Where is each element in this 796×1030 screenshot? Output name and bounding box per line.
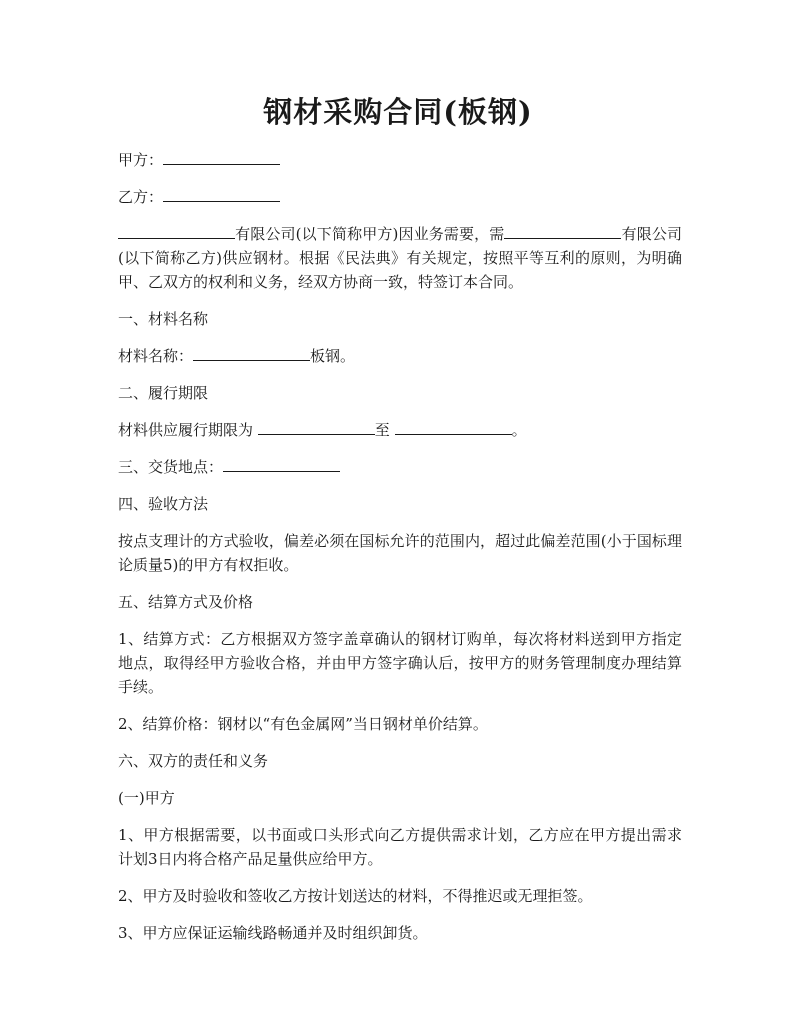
- section-2-heading: 二、履行期限: [118, 384, 209, 402]
- material-suffix: 板钢。: [310, 347, 356, 365]
- duty-2-paragraph: 2、甲方及时验收和签收乙方按计划送达的材料，不得推迟或无理拒签。: [118, 887, 593, 905]
- intro-text-2: 有限公司(以下简称乙方)供应钢材。根据《民法典》有关规定，按照平等互利的原则，为明确甲、乙双方的权利和义务，经双方协商一致，特签订本合同。: [118, 225, 682, 291]
- settlement-method-paragraph: 1、结算方式：乙方根据双方签字盖章确认的钢材订购单，每次将材料送到甲方指定地点，取得经甲方验收合格，并由甲方签字确认后，按甲方的财务管理制度办理结算手续。: [118, 630, 682, 696]
- party-a-blank: [163, 148, 280, 165]
- party-a-line: [118, 148, 682, 172]
- duty-3-paragraph: 3、甲方应保证运输线路畅通并及时组织卸货。: [118, 924, 428, 942]
- section-6-heading: 六、双方的责任和义务: [118, 752, 269, 770]
- section-3-line: [118, 455, 682, 479]
- duty-1-paragraph: 1、甲方根据需要，以书面或口头形式向乙方提供需求计划，乙方应在甲方提出需求计划3日内将合格产品足量供应给甲方。: [118, 826, 682, 868]
- material-label: 材料名称：: [118, 347, 194, 365]
- intro-blank-b: [504, 222, 621, 239]
- party-a-label: 甲方：: [118, 151, 164, 169]
- settlement-price-paragraph: 2、结算价格：钢材以“有色金属网”当日钢材单价结算。: [118, 715, 488, 733]
- party-b-line: [118, 185, 682, 209]
- section-5-heading: 五、结算方式及价格: [118, 593, 254, 611]
- document-title: 钢材采购合同(板钢): [263, 95, 533, 129]
- intro-paragraph: [118, 222, 682, 294]
- intro-blank-a: [118, 222, 235, 239]
- party-a-duties-heading: (一)甲方: [118, 789, 175, 807]
- term-prefix: 材料供应履行期限为: [118, 421, 258, 439]
- section-3-heading: 三、交货地点：: [118, 458, 224, 476]
- acceptance-paragraph: 按点支理计的方式验收，偏差必须在国标允许的范围内，超过此偏差范围(小于国标理论质量5)的甲方有权拒收。: [118, 532, 682, 574]
- section-4-heading: 四、验收方法: [118, 495, 209, 513]
- delivery-location-blank: [223, 455, 340, 472]
- document-body: [118, 148, 682, 958]
- term-start-blank: [258, 418, 375, 435]
- term-end-blank: [395, 418, 512, 435]
- party-b-blank: [163, 185, 280, 202]
- section-1-heading: 一、材料名称: [118, 310, 209, 328]
- term-suffix: 。: [511, 421, 527, 439]
- term-line: [118, 418, 682, 442]
- intro-text-1: 有限公司(以下简称甲方)因业务需要，需: [235, 225, 505, 243]
- party-b-label: 乙方：: [118, 188, 164, 206]
- term-middle: 至: [374, 421, 395, 439]
- material-line: [118, 344, 682, 368]
- material-blank: [193, 344, 310, 361]
